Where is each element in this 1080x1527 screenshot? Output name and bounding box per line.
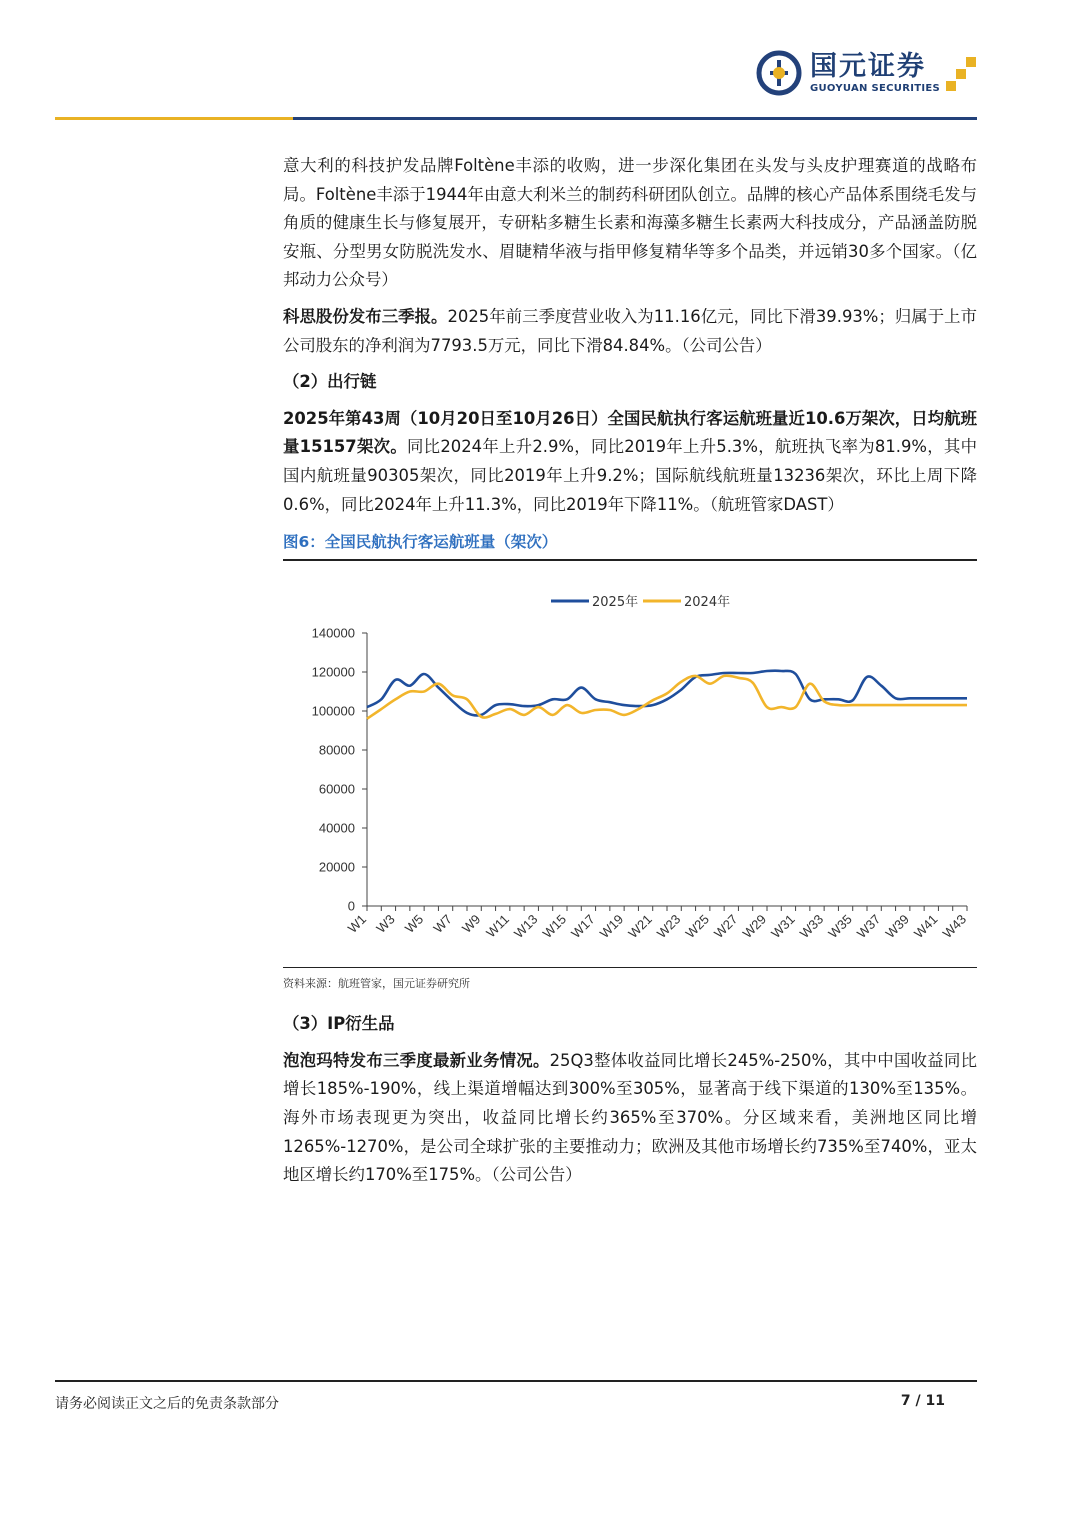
brand-name-cn: 国元证券	[809, 50, 926, 82]
paragraph-text: 同比2024年上升2.9%，同比2019年上升5.3%，航班执飞率为81.9%，其中国内航班量90305架次，同比2019年上升9.2%；国际航线航班量13236架次，环比上周下降0.6%，同比2024年上升11.3%，同比2019年下降11%。（航班管家DAST）	[283, 437, 977, 514]
y-tick-label: 40000	[318, 820, 355, 836]
x-tick-label: W23	[653, 911, 684, 942]
x-tick-label: W9	[459, 911, 484, 937]
x-tick-label: W31	[768, 911, 798, 942]
y-tick-label: 80000	[318, 742, 355, 758]
figure-title: 图6：全国民航执行客运航班量（架次）	[283, 529, 977, 561]
paragraph-popmart	[283, 1047, 977, 1190]
x-tick-label: W35	[825, 911, 855, 942]
brand-logo	[756, 50, 980, 96]
flights-line-chart	[283, 561, 977, 961]
y-tick-label: 0	[347, 898, 355, 914]
figure-source: 资料来源：航班管家，国元证券研究所	[283, 977, 470, 991]
footer-rule	[55, 1380, 977, 1382]
x-tick-label: W11	[483, 911, 512, 941]
paragraph-kesi	[283, 303, 977, 360]
page-number: 7 / 11	[900, 1393, 945, 1409]
paragraph-lead: 科思股份发布三季报。	[283, 306, 448, 326]
x-tick-label: W27	[711, 911, 741, 942]
section-heading-ip: （3）IP衍生品	[283, 1014, 395, 1034]
x-tick-label: W33	[796, 911, 827, 942]
x-tick-label: W5	[401, 911, 427, 937]
section-heading-travel: （2）出行链	[283, 372, 377, 392]
x-tick-label: W39	[882, 911, 912, 942]
header-rule	[55, 117, 977, 120]
paragraph-text: 25Q3整体收益同比增长245%-250%，其中中国收益同比增长185%-190%，线上渠道增幅达到300%至305%，显著高于线下渠道的130%至135%。海外市场表现更为突出，收益同比增长约365%至370%。分区域来看，美洲地区同比增1265%-1270%，是公司全球扩张的主要推动力；欧洲及其他市场增长约735%至740%，亚太地区增长约170%至175%。（公司公告）	[283, 1050, 977, 1185]
brand-name-en: GUOYUAN SECURITIES	[809, 82, 940, 94]
y-tick-label: 100000	[311, 703, 355, 719]
legend-label: 2024年	[684, 595, 731, 611]
x-tick-label: W17	[568, 911, 598, 942]
x-tick-label: W15	[539, 911, 570, 942]
x-tick-label: W13	[511, 911, 541, 942]
paragraph-lead: 泡泡玛特发布三季度最新业务情况。	[283, 1050, 550, 1070]
paragraph-aviation	[283, 405, 977, 519]
y-tick-label: 120000	[311, 664, 355, 680]
y-tick-label: 60000	[318, 781, 355, 797]
x-tick-label: W29	[739, 911, 770, 942]
paragraph-lead: 2025年第43周（10月20日至10月26日）全国民航执行客运航班量近10.6万架次，日均航班量15157架次。	[283, 408, 977, 457]
guoyuan-emblem-icon	[756, 50, 802, 96]
footer-disclaimer: 请务必阅读正文之后的免责条款部分	[55, 1396, 279, 1412]
y-tick-label: 140000	[311, 625, 355, 641]
y-tick-label: 20000	[318, 859, 355, 875]
x-tick-label: W37	[853, 911, 884, 942]
x-tick-label: W1	[344, 911, 370, 937]
report-body	[283, 152, 977, 1190]
paragraph-foltene: 意大利的科技护发品牌Foltène丰添的收购，进一步深化集团在头发与头皮护理赛道的战略布局。Foltène丰添于1944年由意大利米兰的制药科研团队创立。品牌的核心产品体系围绕毛发与角质的健康生长与修复展开，专研粘多糖生长素和海藻多糖生长素两大科技成分，产品涵盖防脱安瓶、分型男女防脱洗发水、眉睫精华液与指甲修复精华等多个品类，并远销30多个国家。（亿邦动力公众号）	[283, 156, 977, 290]
x-tick-label: W7	[430, 911, 455, 937]
source-rule	[283, 967, 977, 968]
x-tick-label: W25	[682, 911, 712, 942]
x-tick-label: W19	[596, 911, 627, 942]
x-tick-label: W41	[911, 911, 941, 942]
x-tick-label: W21	[625, 911, 655, 942]
x-tick-label: W43	[939, 911, 970, 942]
stair-steps-icon	[946, 53, 980, 93]
x-tick-label: W3	[373, 911, 398, 937]
legend-label: 2025年	[592, 595, 639, 611]
paragraph-text: 2025年前三季度营业收入为11.16亿元，同比下滑39.93%；归属于上市公司股东的净利润为7793.5万元，同比下滑84.84%。（公司公告）	[283, 306, 978, 355]
